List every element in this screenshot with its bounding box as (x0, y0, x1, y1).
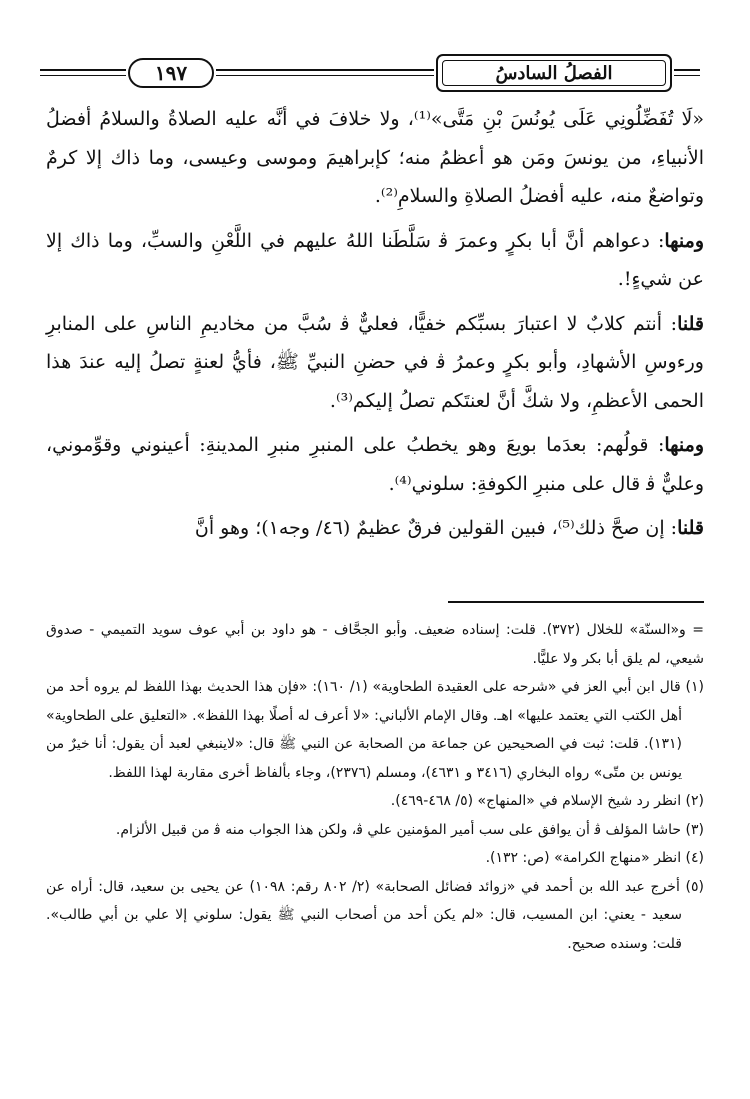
chapter-title-text: الفصلُ السادسُ (495, 62, 613, 84)
footnote-5: (٥) أخرج عبد الله بن أحمد في «زوائد فضائل الصحابة» (٢/ ٨٠٢ رقم: ١٠٩٨) عن يحيى بن سعيد، قال: أراه عن سعيد - يعني: ابن المسيب، قال: «لم يكن أحد من أصحاب النبي ﷺ يقول: سلوني إلا علي بن أبي طالب». قلت: وسنده صحيح. (46, 878, 704, 952)
footnotes (46, 616, 704, 958)
header-rule-middle-bottom (216, 75, 434, 76)
paragraph-1 (46, 100, 704, 216)
header-rule-right-bottom (674, 75, 700, 76)
paragraph-2-text: : دعواهم أنَّ أبا بكرٍ وعمرَ ﭬ سَلَّطَنا اللهُ عليهم في اللَّعْنِ والسبِّ، وما ذاك إلا عن شيءٍ!. (46, 229, 704, 290)
footnote-2: (٢) انظر رد شيخ الإسلام في «المنهاج» (٥/ ٤٦٨-٤٦٩). (390, 793, 704, 809)
footnote-4: (٤) انظر «منهاج الكرامة» (ص: ١٣٢). (485, 850, 704, 866)
footnote-separator (448, 601, 704, 603)
header-rule-left-bottom (40, 75, 126, 76)
paragraph-4-label: ومنها (664, 434, 704, 456)
paragraph-3-text: : أنتم كلابٌ لا اعتبارَ بسبِّكم خفيًّا، فعليٌّ ﭬ سُبَّ من مخاديمِ الناسِ على المنابرِ ورءوسِ الأشهادِ، وأبو بكرٍ وعمرُ ﭬ في حضنِ النبيِّ ﷺ، فأيُّ لعنةٍ تصلُ إليه عندَ هذا الحمى الأعظمِ، ولا شكَّ أنَّ لعنتَكم تصلُ إليكم⁽³⁾. (46, 312, 704, 412)
paragraph-4 (46, 426, 704, 503)
chapter-title (436, 54, 672, 92)
paragraph-1-text: «لَا تُفَضِّلُونِي عَلَى يُونُسَ بْنِ مَتَّى»⁽¹⁾، ولا خلافَ في أنَّه عليه الصلاةُ والسلامُ أفضلُ الأنبياءِ، من يونسَ ومَن هو أعظمُ منه؛ كإبراهيمَ وموسى وعيسى، وما ذاك إلا كرمٌ وتواضعٌ منه، عليه أفضلُ الصلاةِ والسلامِ⁽²⁾. (46, 108, 704, 207)
main-text (46, 100, 704, 554)
paragraph-5 (46, 509, 704, 548)
paragraph-4-text: : قولُهم: بعدَما بويعَ وهو يخطبُ على المنبرِ منبرِ المدينةِ: أعينوني وقوِّموني، وعليٌّ ﭬ قال على منبرِ الكوفةِ: سلوني⁽⁴⁾. (46, 434, 704, 495)
header-rule-right-top (674, 69, 700, 71)
paragraph-5-label: قلنا (677, 517, 704, 539)
page-header (40, 50, 700, 94)
header-rule-middle-top (216, 69, 434, 71)
footnote-3: (٣) حاشا المؤلف ﭬ أن يوافق على سب أمير المؤمنين علي ﭬ، ولكن هذا الجواب منه ﭬ من قبيل الألزام. (115, 821, 704, 838)
paragraph-2-label: ومنها (664, 229, 704, 252)
paragraph-3 (46, 305, 704, 421)
header-rule-left-top (40, 69, 126, 71)
footnote-1: (١) قال ابن أبي العز في «شرحه على العقيدة الطحاوية» (١/ ١٦٠): «فإن هذا الحديث بهذا اللفظ لم يروه أحد من أهل الكتب التي يعتمد عليها» اهـ. وقال الإمام الألباني: «لا أعرف له أصلًا بهذا اللفظ». «التعليق على الطحاوية» (١٣١). قلت: ثبت في الصحيحين عن جماعة من الصحابة عن النبي ﷺ قال: «لاينبغي لعبد أن يقول: أنا خيرٌ من يونس بن متّى» رواه البخاري (٣٤١٦ و ٤٦٣١)، ومسلم (٢٣٧٦)، وجاء بألفاظ أخرى مقاربة لهذا اللفظ. (46, 679, 705, 781)
page-number-text: ١٩٧ (154, 61, 188, 85)
page-number (128, 58, 214, 88)
paragraph-2 (46, 222, 704, 299)
paragraph-5-text: : إن صحَّ ذلك⁽⁵⁾، فبين القولين فرقٌ عظيمٌ (٤٦/ وجه١)؛ وهو أنَّ (194, 517, 678, 539)
footnote-continuation: = و«السنّة» للخلال (٣٧٢). قلت: إسناده ضعيف. وأبو الجحَّاف - هو داود بن أبي عوف سويد التميمي - صدوق شيعي، لم يلق أبا بكر ولا عليًّا. (46, 622, 704, 667)
paragraph-3-label: قلنا (677, 312, 704, 335)
